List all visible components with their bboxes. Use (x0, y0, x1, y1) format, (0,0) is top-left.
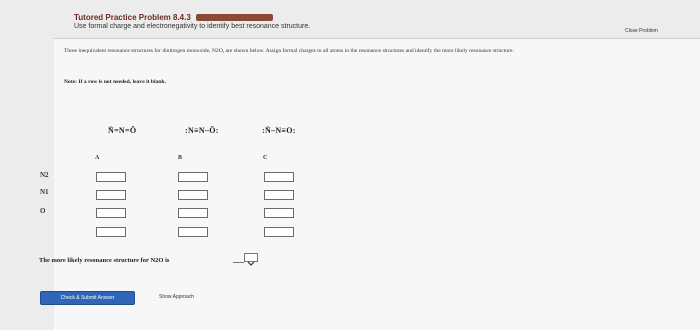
resonance-select[interactable] (244, 253, 258, 262)
structure-b: :N≡N–Ö: (185, 126, 219, 135)
problem-badge (196, 14, 273, 21)
charge-input-c-o[interactable] (264, 208, 294, 218)
charge-input-b-o[interactable] (178, 208, 208, 218)
close-problem-button[interactable]: Close Problem (625, 28, 658, 34)
charge-input-b-n2[interactable] (178, 172, 208, 182)
answer-blank (233, 253, 244, 263)
charge-input-a-n2[interactable] (96, 172, 126, 182)
column-label-a: A (95, 155, 100, 161)
charge-input-b-n1[interactable] (178, 190, 208, 200)
instructions-text: Three inequivalent resonance structures for dinitrogen monoxide, N2O, are shown below. Assign formal charges to all atoms in the resonance structures and identify the more likely resonance structure. (64, 48, 514, 54)
charge-input-c-n2[interactable] (264, 172, 294, 182)
check-submit-button[interactable]: Check & Submit Answer (40, 291, 135, 305)
charge-input-a-extra[interactable] (96, 227, 126, 237)
problem-subtitle: Use formal charge and electronegativity to identify best resonance structure. (74, 23, 311, 30)
row-label-n1: N1 (40, 188, 49, 196)
show-approach-button[interactable]: Show Approach (159, 294, 195, 300)
column-label-c: C (263, 155, 268, 161)
row-label-n2: N2 (40, 171, 49, 179)
charge-input-b-extra[interactable] (178, 227, 208, 237)
row-label-o: O (40, 207, 46, 215)
note-text: Note: If a row is not needed, leave it blank. (64, 79, 166, 85)
structure-a: N̈=N=Ö (108, 126, 137, 135)
charge-input-a-n1[interactable] (96, 190, 126, 200)
charge-input-c-n1[interactable] (264, 190, 294, 200)
resonance-question: The more likely resonance structure for N2O is (39, 257, 170, 264)
structure-c: :N̈–N≡O: (262, 126, 296, 135)
chevron-down-icon (245, 260, 257, 267)
charge-input-c-extra[interactable] (264, 227, 294, 237)
column-label-b: B (178, 155, 183, 161)
charge-input-a-o[interactable] (96, 208, 126, 218)
problem-title: Tutored Practice Problem 8.4.3 (74, 13, 191, 22)
